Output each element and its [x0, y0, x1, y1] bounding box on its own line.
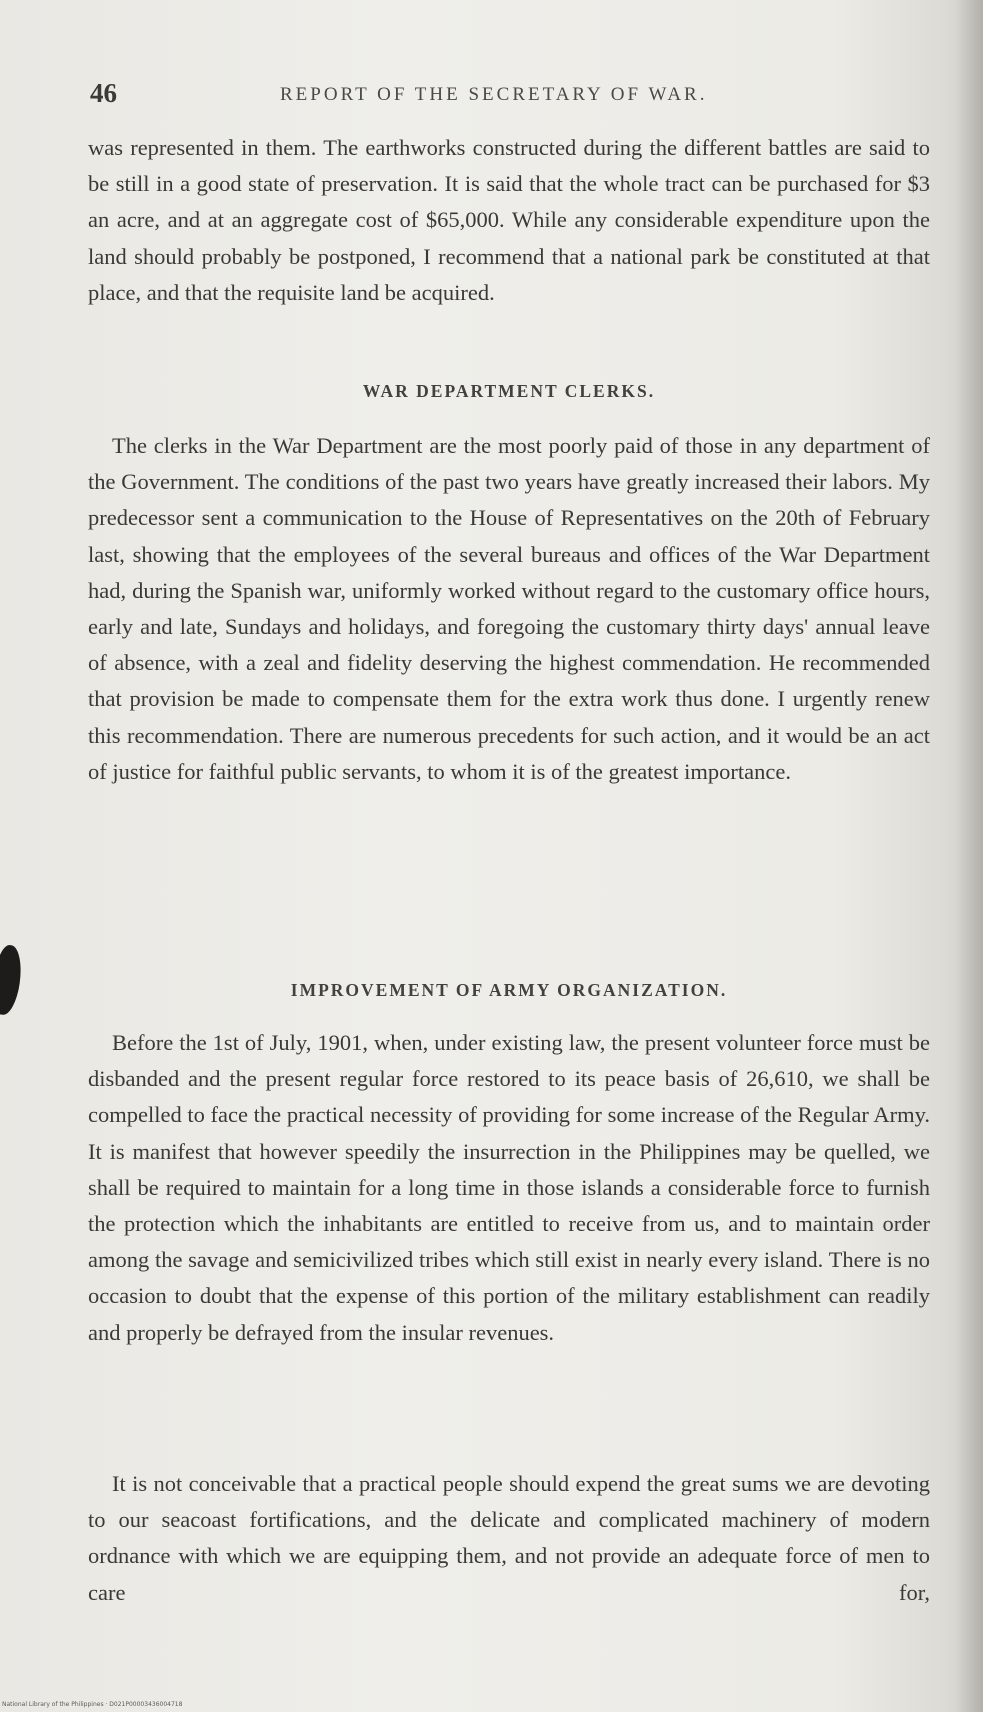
paragraph-clerks: The clerks in the War Department are the most poorly paid of those in any department of the Government. The conditions of the past two years have greatly increased their labors. My predecessor sent a communication to the House of Representatives on the 20th of February last, showing that the employees of the several bureaus and offices of the War Department had, during the Spanish war, uniformly worked without regard to the customary office hours, early and late, Sundays and holidays, and foregoing the customary thirty days' annual leave of absence, with a zeal and fidelity deserving the highest commendation. He recommended that provision be made to compensate them for the extra work thus done. I urgently renew this recommendation. There are numerous precedents for such action, and it would be an act of justice for faithful public servants, to whom it is of the greatest importance.	[88, 433, 930, 784]
paragraph-national-park: was represented in them. The earthworks constructed during the different battles are said to be still in a good state of preservation. It is said that the whole tract can be purchased for $3 an acre, and at an aggregate cost of $65,000. While any considerable expenditure upon the land should probably be postponed, I recommend that a national park be constituted at that place, and that the requisite land be acquired.	[88, 135, 930, 305]
page-header	[90, 78, 920, 118]
page-number: 46	[90, 78, 117, 108]
library-credit: National Library of the Philippines · D021P00003436004718	[2, 1701, 183, 1708]
ink-blot	[0, 944, 25, 1017]
running-head: REPORT OF THE SECRETARY OF WAR.	[280, 84, 708, 105]
paragraph-army-increase: Before the 1st of July, 1901, when, under existing law, the present volunteer force must be disbanded and the present regular force restored to its peace basis of 26,610, we shall be compelled to face the practical necessity of providing for some increase of the Regular Army. It is manifest that however speedily the insurrection in the Philippines may be quelled, we shall be required to maintain for a long time in those islands a considerable force to furnish the protection which the inhabitants are entitled to receive from us, and to maintain order among the savage and semicivilized tribes which still exist in nearly every island. There is no occasion to doubt that the expense of this portion of the military establishment can readily and properly be defrayed from the insular revenues.	[88, 1030, 930, 1345]
heading-war-department-clerks: WAR DEPARTMENT CLERKS.	[362, 381, 656, 401]
paragraph-seacoast: It is not conceivable that a practical people should expend the great sums we are devoting to our seacoast fortifications, and the delicate and complicated machinery of modern ordnance with which we are equipping them, and not provide an adequate force of men to care for,	[88, 1471, 930, 1605]
heading-army-organization: IMPROVEMENT OF ARMY ORGANIZATION.	[290, 980, 728, 1000]
page-edge-shadow	[955, 0, 983, 1712]
